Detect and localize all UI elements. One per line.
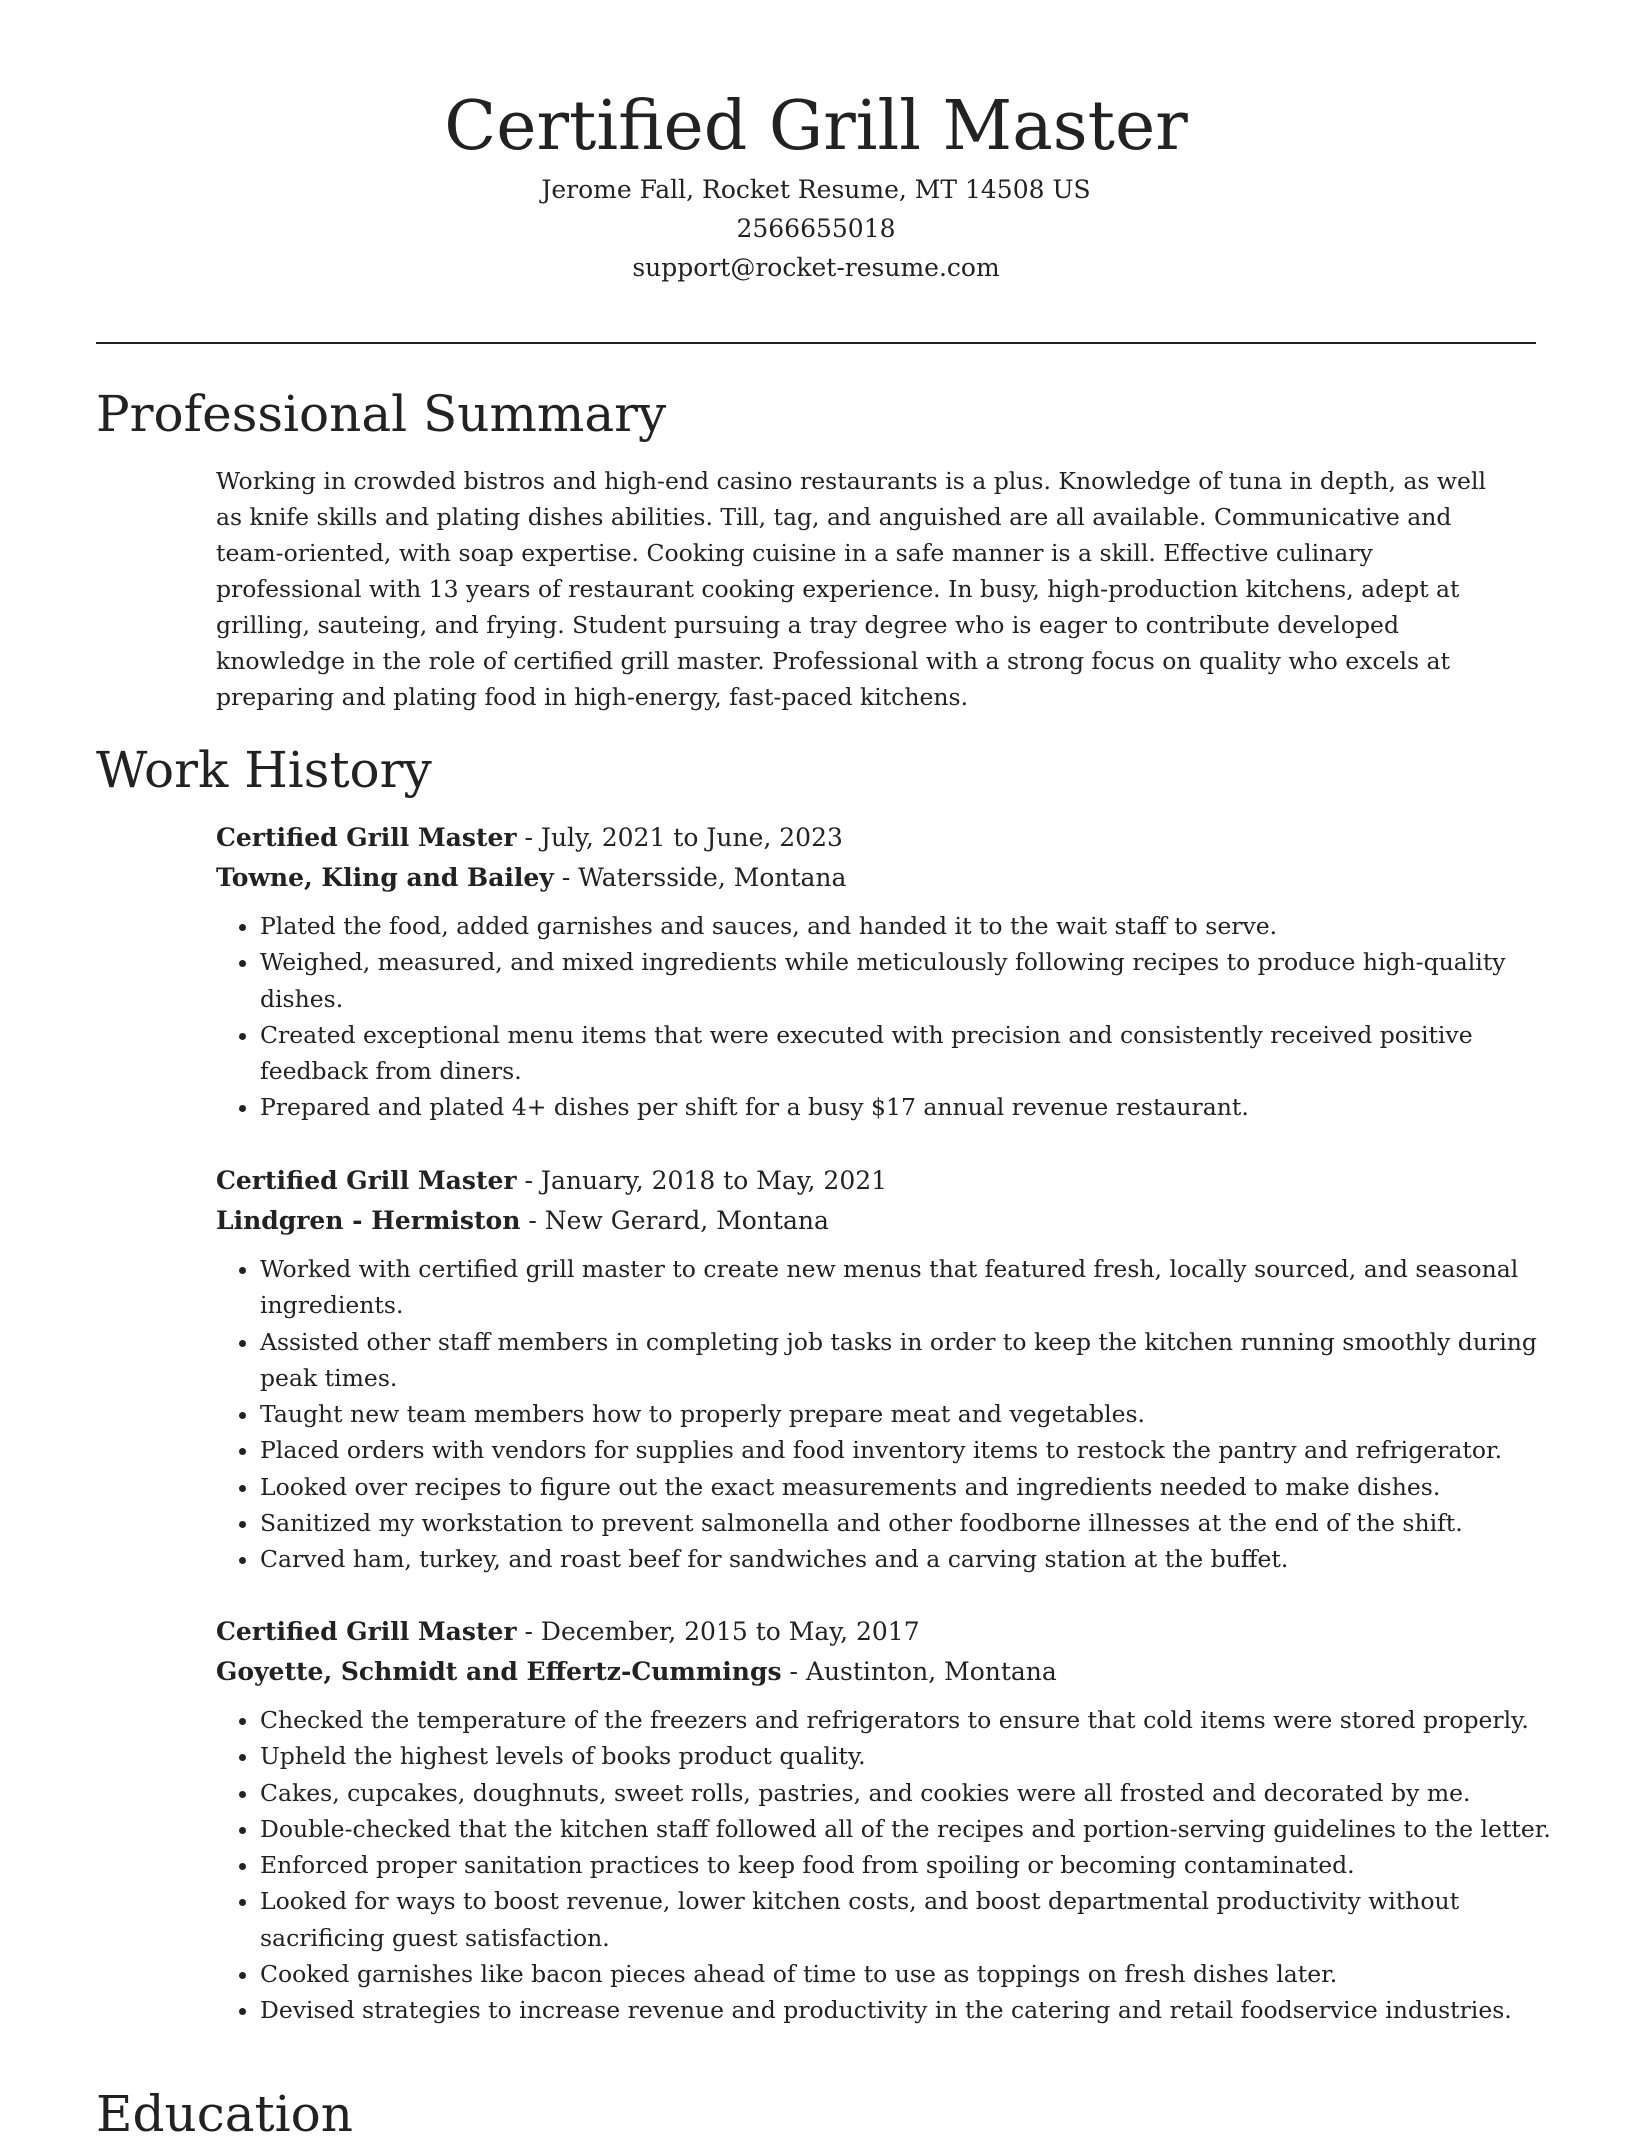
contact-email: support@rocket-resume.com [632, 253, 1000, 282]
contact-address: Jerome Fall, Rocket Resume, MT 14508 US [541, 175, 1091, 204]
job-bullet: • Worked with certified grill master to create new menus that featured fresh, locally sourced, and seasonal ingredients. [260, 1251, 1556, 1324]
job-bullet: • Cakes, cupcakes, doughnuts, sweet rolls, pastries, and cookies were all frosted and decorated by me. [260, 1775, 1556, 1811]
job-bullet: • Looked for ways to boost revenue, lower kitchen costs, and boost departmental productivity without sacrificing guest satisfaction. [260, 1883, 1556, 1956]
job-entry [216, 818, 1536, 1126]
job-bullet: • Assisted other staff members in completing job tasks in order to keep the kitchen running smoothly during peak times. [260, 1324, 1556, 1397]
job-bullet: • Devised strategies to increase revenue and productivity in the catering and retail foodservice industries. [260, 1992, 1556, 2028]
education-heading: Education [96, 2085, 353, 2143]
header-divider [96, 342, 1536, 344]
job-employer-line [216, 1201, 1536, 1241]
job-bullet: • Checked the temperature of the freezers and refrigerators to ensure that cold items were stored properly. [260, 1702, 1556, 1738]
job-bullet: • Placed orders with vendors for supplies and food inventory items to restock the pantry and refrigerator. [260, 1432, 1556, 1468]
work-history-heading: Work History [96, 741, 432, 799]
job-bullet: • Enforced proper sanitation practices to keep food from spoiling or becoming contaminated. [260, 1847, 1556, 1883]
job-bullet: • Cooked garnishes like bacon pieces ahead of time to use as toppings on fresh dishes later. [260, 1956, 1556, 1992]
job-dates: - July, 2021 to June, 2023 [516, 823, 843, 852]
candidate-name: Certified Grill Master [444, 87, 1188, 166]
job-bullet: • Upheld the highest levels of books product quality. [260, 1738, 1556, 1774]
job-bullet: • Created exceptional menu items that were executed with precision and consistently received positive feedback from diners. [260, 1017, 1556, 1090]
job-bullet: • Taught new team members how to properly prepare meat and vegetables. [260, 1396, 1556, 1432]
job-bullet: • Weighed, measured, and mixed ingredients while meticulously following recipes to produce high-quality dishes. [260, 944, 1556, 1017]
job-employer: Towne, Kling and Bailey [216, 863, 554, 892]
job-bullet: • Prepared and plated 4+ dishes per shift for a busy $17 annual revenue restaurant. [260, 1089, 1556, 1125]
job-title-line [216, 1612, 1536, 1652]
job-entry [216, 1612, 1551, 2029]
job-dates: - December, 2015 to May, 2017 [516, 1617, 920, 1646]
summary-text: Working in crowded bistros and high-end casino restaurants is a plus. Knowledge of tuna in depth, as well as knife skills and plating dishes abilities. Till, tag, and anguished are all available. Communicative and team-oriented, with soap expertise. Cooking cuisine in a safe manner is a skill. Effective culinary professional with 13 years of restaurant cooking experience. In busy, high-production kitchens, adept at grilling, sauteing, and frying. Student pursuing a tray degree who is eager to contribute developed knowledge in the role of certified grill master. Professional with a strong focus on quality who excels at preparing and plating food in high-energy, fast-paced kitchens. [216, 467, 1486, 711]
job-role: Certified Grill Master [216, 1617, 517, 1646]
job-title-line [216, 818, 1536, 858]
job-role: Certified Grill Master [216, 823, 517, 852]
job-bullets [216, 1702, 1556, 2029]
job-bullets [216, 908, 1556, 1126]
job-location: - Watersside, Montana [553, 863, 847, 892]
job-employer-line [216, 1652, 1536, 1692]
job-bullet: • Carved ham, turkey, and roast beef for sandwiches and a carving station at the buffet. [260, 1541, 1556, 1577]
job-employer-line [216, 858, 1536, 898]
resume-header [0, 84, 1632, 287]
job-bullets [216, 1251, 1556, 1578]
job-title-line [216, 1161, 1536, 1201]
job-bullet: • Sanitized my workstation to prevent salmonella and other foodborne illnesses at the end of the shift. [260, 1505, 1556, 1541]
job-dates: - January, 2018 to May, 2021 [516, 1166, 888, 1195]
summary-heading: Professional Summary [96, 385, 667, 443]
job-bullet: • Plated the food, added garnishes and sauces, and handed it to the wait staff to serve. [260, 908, 1556, 944]
job-bullet: • Double-checked that the kitchen staff followed all of the recipes and portion-serving guidelines to the letter. [260, 1811, 1556, 1847]
job-entry [216, 1161, 1536, 1578]
job-location: - Austinton, Montana [781, 1657, 1057, 1686]
job-location: - New Gerard, Montana [520, 1206, 829, 1235]
job-employer: Goyette, Schmidt and Effertz-Cummings [216, 1657, 782, 1686]
job-employer: Lindgren - Hermiston [216, 1206, 521, 1235]
job-role: Certified Grill Master [216, 1166, 517, 1195]
job-bullet: • Looked over recipes to figure out the exact measurements and ingredients needed to make dishes. [260, 1469, 1556, 1505]
contact-phone: 2566655018 [736, 214, 896, 243]
